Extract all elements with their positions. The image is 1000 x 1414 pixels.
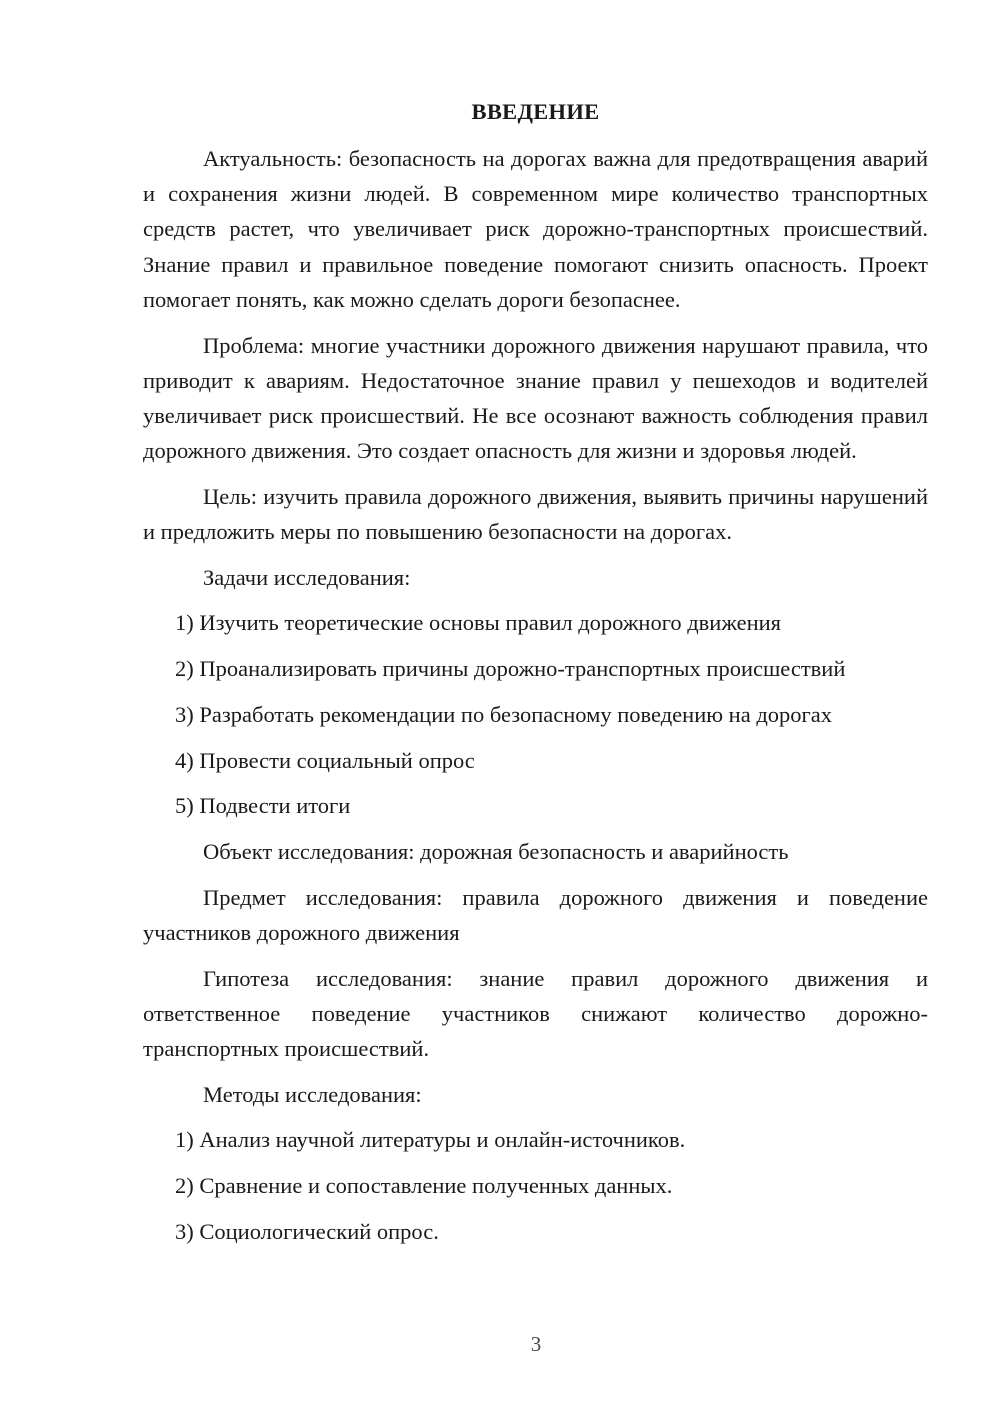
methods-heading: Методы исследования:	[203, 1081, 422, 1107]
paragraph-spacer	[143, 950, 928, 961]
paragraph-spacer	[143, 641, 928, 652]
paragraph-spacer	[143, 823, 928, 834]
goal-paragraph: Цель: изучить правила дорожного движения, выявить причины нарушений и предложить меры по повышению безопасности на дорогах.	[143, 483, 928, 545]
task-item: 2) Проанализировать причины дорожно-транспортных происшествий	[175, 656, 846, 682]
problem-paragraph: Проблема: многие участники дорожного движения нарушают правила, что приводит к авариям. Недостаточное знание правил у пешеходов и водителей увеличивает риск происшествий. Не все осознают важность соблюдения правил дорожного движения. Это создает опасность для жизни и здоровья людей.	[143, 332, 928, 464]
paragraph-spacer	[143, 732, 928, 743]
page-content	[143, 95, 928, 1249]
task-item: 5) Подвести итоги	[175, 793, 351, 819]
paragraph-spacer	[143, 1066, 928, 1077]
paragraph-spacer	[143, 1203, 928, 1214]
paragraph-spacer	[143, 468, 928, 479]
method-item: 3) Социологический опрос.	[175, 1218, 439, 1244]
hypothesis-paragraph: Гипотеза исследования: знание правил дорожного движения и ответственное поведение участников снижают количество дорожно-транспортных происшествий.	[143, 965, 928, 1061]
page-title: ВВЕДЕНИЕ	[471, 99, 600, 124]
task-item: 3) Разработать рекомендации по безопасному поведению на дорогах	[175, 701, 832, 727]
tasks-heading: Задачи исследования:	[203, 564, 411, 590]
paragraph-spacer	[143, 317, 928, 328]
method-item: 2) Сравнение и сопоставление полученных данных.	[175, 1173, 673, 1199]
paragraph-spacer	[143, 549, 928, 560]
paragraph-spacer	[143, 1112, 928, 1123]
paragraph-spacer	[143, 686, 928, 697]
object-paragraph: Объект исследования: дорожная безопасность и аварийность	[203, 838, 789, 864]
paragraph-spacer	[143, 869, 928, 880]
task-item: 1) Изучить теоретические основы правил дорожного движения	[175, 610, 782, 636]
paragraph-spacer	[143, 1158, 928, 1169]
subject-paragraph: Предмет исследования: правила дорожного движения и поведение участников дорожного движения	[143, 884, 928, 945]
page-number: 3	[530, 1332, 542, 1356]
task-item: 4) Провести социальный опрос	[175, 747, 475, 773]
method-item: 1) Анализ научной литературы и онлайн-источников.	[175, 1127, 686, 1153]
relevance-paragraph: Актуальность: безопасность на дорогах важна для предотвращения аварий и сохранения жизни людей. В современном мире количество транспортных средств растет, что увеличивает риск дорожно-транспортных происшествий. Знание правил и правильное поведение помогают снизить опасность. Проект помогает понять, как можно сделать дороги безопаснее.	[143, 146, 928, 312]
paragraph-spacer	[143, 778, 928, 789]
paragraph-spacer	[143, 595, 928, 606]
